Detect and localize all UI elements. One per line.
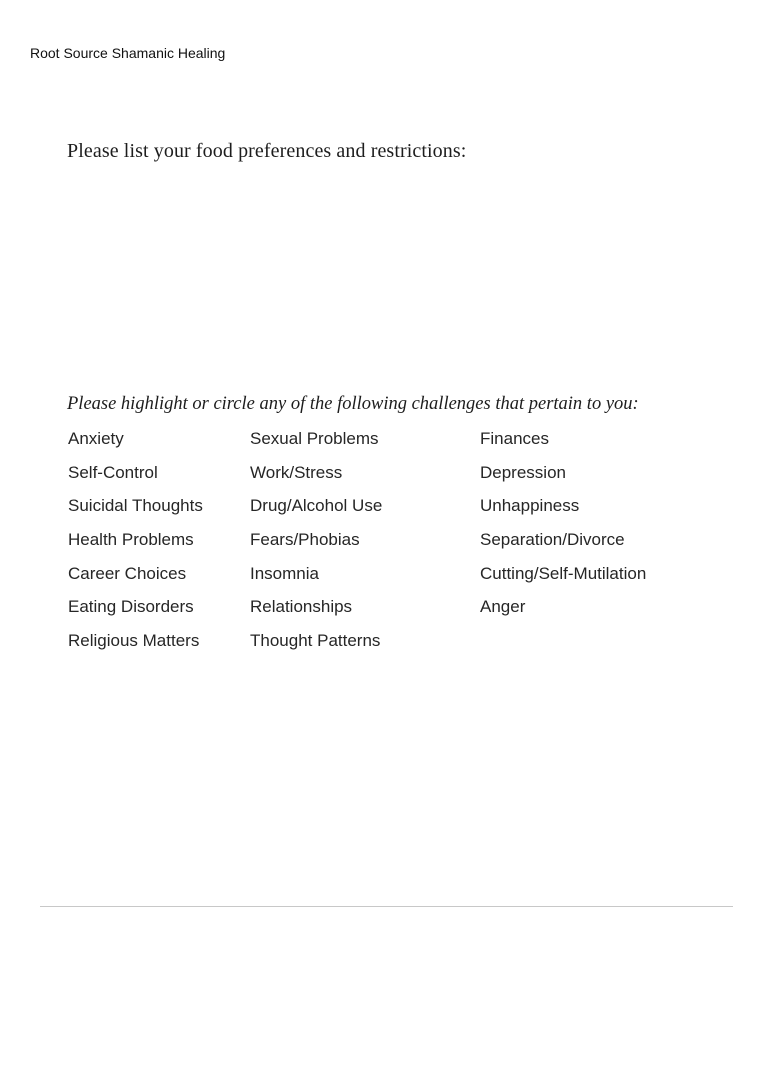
challenge-item[interactable]: Suicidal Thoughts (68, 496, 203, 516)
challenge-item[interactable]: Unhappiness (480, 496, 580, 516)
challenge-item[interactable]: Religious Matters (68, 631, 200, 651)
challenge-item[interactable]: Self-Control (68, 462, 158, 482)
challenge-item[interactable]: Depression (480, 462, 566, 482)
challenge-item[interactable]: Eating Disorders (68, 597, 194, 617)
challenge-item[interactable]: Relationships (250, 597, 353, 617)
challenge-item[interactable]: Work/Stress (250, 462, 343, 482)
challenge-item[interactable]: Career Choices (68, 563, 187, 583)
food-preferences-question: Please list your food preferences and restrictions: (67, 140, 467, 162)
challenge-item[interactable]: Finances (480, 429, 549, 448)
challenge-item[interactable]: Insomnia (250, 563, 319, 583)
challenge-item[interactable]: Health Problems (68, 530, 194, 550)
page-header-title: Root Source Shamanic Healing (30, 45, 226, 61)
challenges-column-3 (480, 426, 646, 628)
challenge-item[interactable]: Drug/Alcohol Use (250, 496, 383, 516)
challenge-item[interactable]: Thought Patterns (250, 631, 381, 651)
challenge-item[interactable]: Anger (480, 597, 526, 617)
challenges-question: Please highlight or circle any of the following challenges that pertain to you: (67, 394, 639, 414)
challenge-item[interactable]: Anxiety (68, 429, 124, 448)
challenge-item[interactable]: Fears/Phobias (250, 530, 360, 550)
challenge-item[interactable]: Sexual Problems (250, 429, 379, 448)
challenges-column-1 (68, 426, 203, 662)
challenge-item[interactable]: Separation/Divorce (480, 530, 625, 550)
food-preferences-answer-area[interactable] (67, 175, 697, 375)
footer-divider (40, 906, 733, 907)
challenge-item[interactable]: Cutting/Self-Mutilation (480, 563, 647, 583)
challenges-column-2 (250, 426, 382, 662)
